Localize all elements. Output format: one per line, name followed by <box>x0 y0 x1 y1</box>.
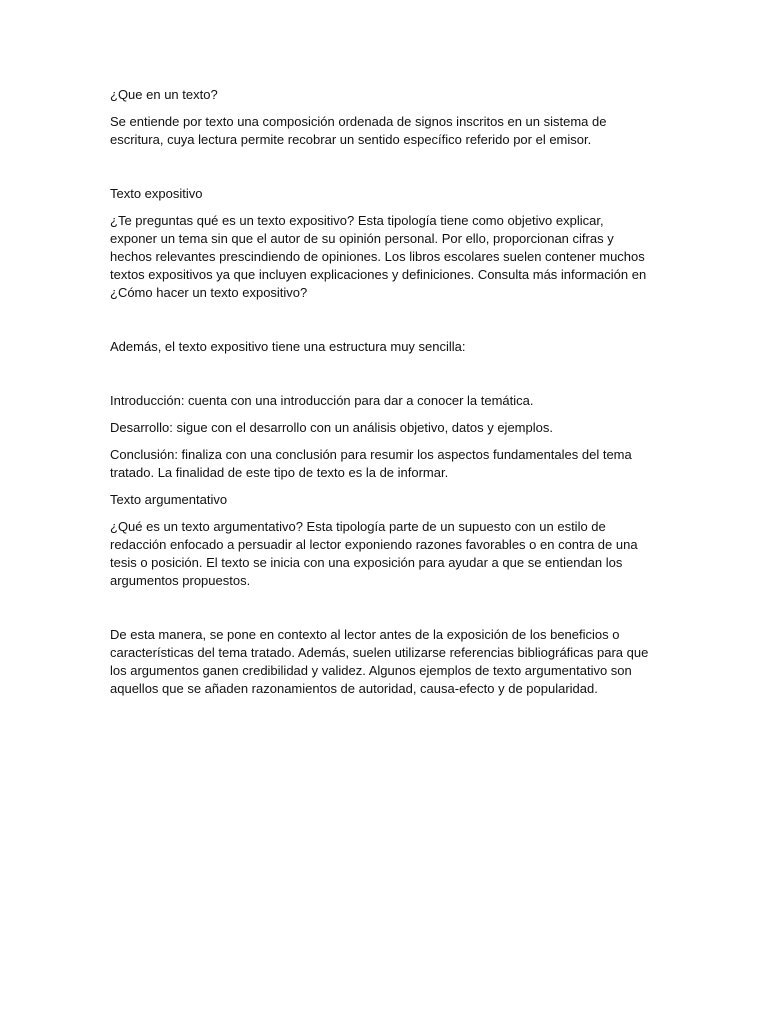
paragraph-estructura-expositivo: Además, el texto expositivo tiene una estructura muy sencilla: <box>110 339 466 354</box>
heading-que-es-texto: ¿Que en un texto? <box>110 87 218 102</box>
paragraph-texto-argumentativo: ¿Qué es un texto argumentativo? Esta tipología parte de un supuesto con un estilo de redacción enfocado a persuadir al lector exponiendo razones favorables o en contra de una tesis o posición. El texto se inicia con una exposición para ayudar a que se entiendan los argumentos propuestos. <box>110 519 638 588</box>
paragraph-texto-expositivo: ¿Te preguntas qué es un texto expositivo? Esta tipología tiene como objetivo explicar, exponer un tema sin que el autor de su opinión personal. Por ello, proporcionan cifras y hechos relevantes prescindiendo de opiniones. Los libros escolares suelen contener muchos textos expositivos ya que incluyen explicaciones y definiciones. Consulta más información en ¿Cómo hacer un texto expositivo? <box>110 213 647 300</box>
paragraph-desarrollo: Desarrollo: sigue con el desarrollo con un análisis objetivo, datos y ejemplos. <box>110 420 553 435</box>
paragraph-definicion-texto: Se entiende por texto una composición ordenada de signos inscritos en un sistema de escritura, cuya lectura permite recobrar un sentido específico referido por el emisor. <box>110 114 607 147</box>
paragraph-conclusion: Conclusión: finaliza con una conclusión para resumir los aspectos fundamentales del tema tratado. La finalidad de este tipo de texto es la de informar. <box>110 447 632 480</box>
document-page <box>110 86 650 707</box>
heading-texto-argumentativo: Texto argumentativo <box>110 492 228 507</box>
paragraph-contexto-argumentativo: De esta manera, se pone en contexto al lector antes de la exposición de los beneficios o características del tema tratado. Además, suelen utilizarse referencias bibliográficas para que los argumentos ganen credibilidad y validez. Algunos ejemplos de texto argumentativo son aquellos que se añaden razonamientos de autoridad, causa-efecto y de popularidad. <box>110 627 649 696</box>
paragraph-introduccion: Introducción: cuenta con una introducción para dar a conocer la temática. <box>110 393 534 408</box>
heading-texto-expositivo: Texto expositivo <box>110 186 203 201</box>
